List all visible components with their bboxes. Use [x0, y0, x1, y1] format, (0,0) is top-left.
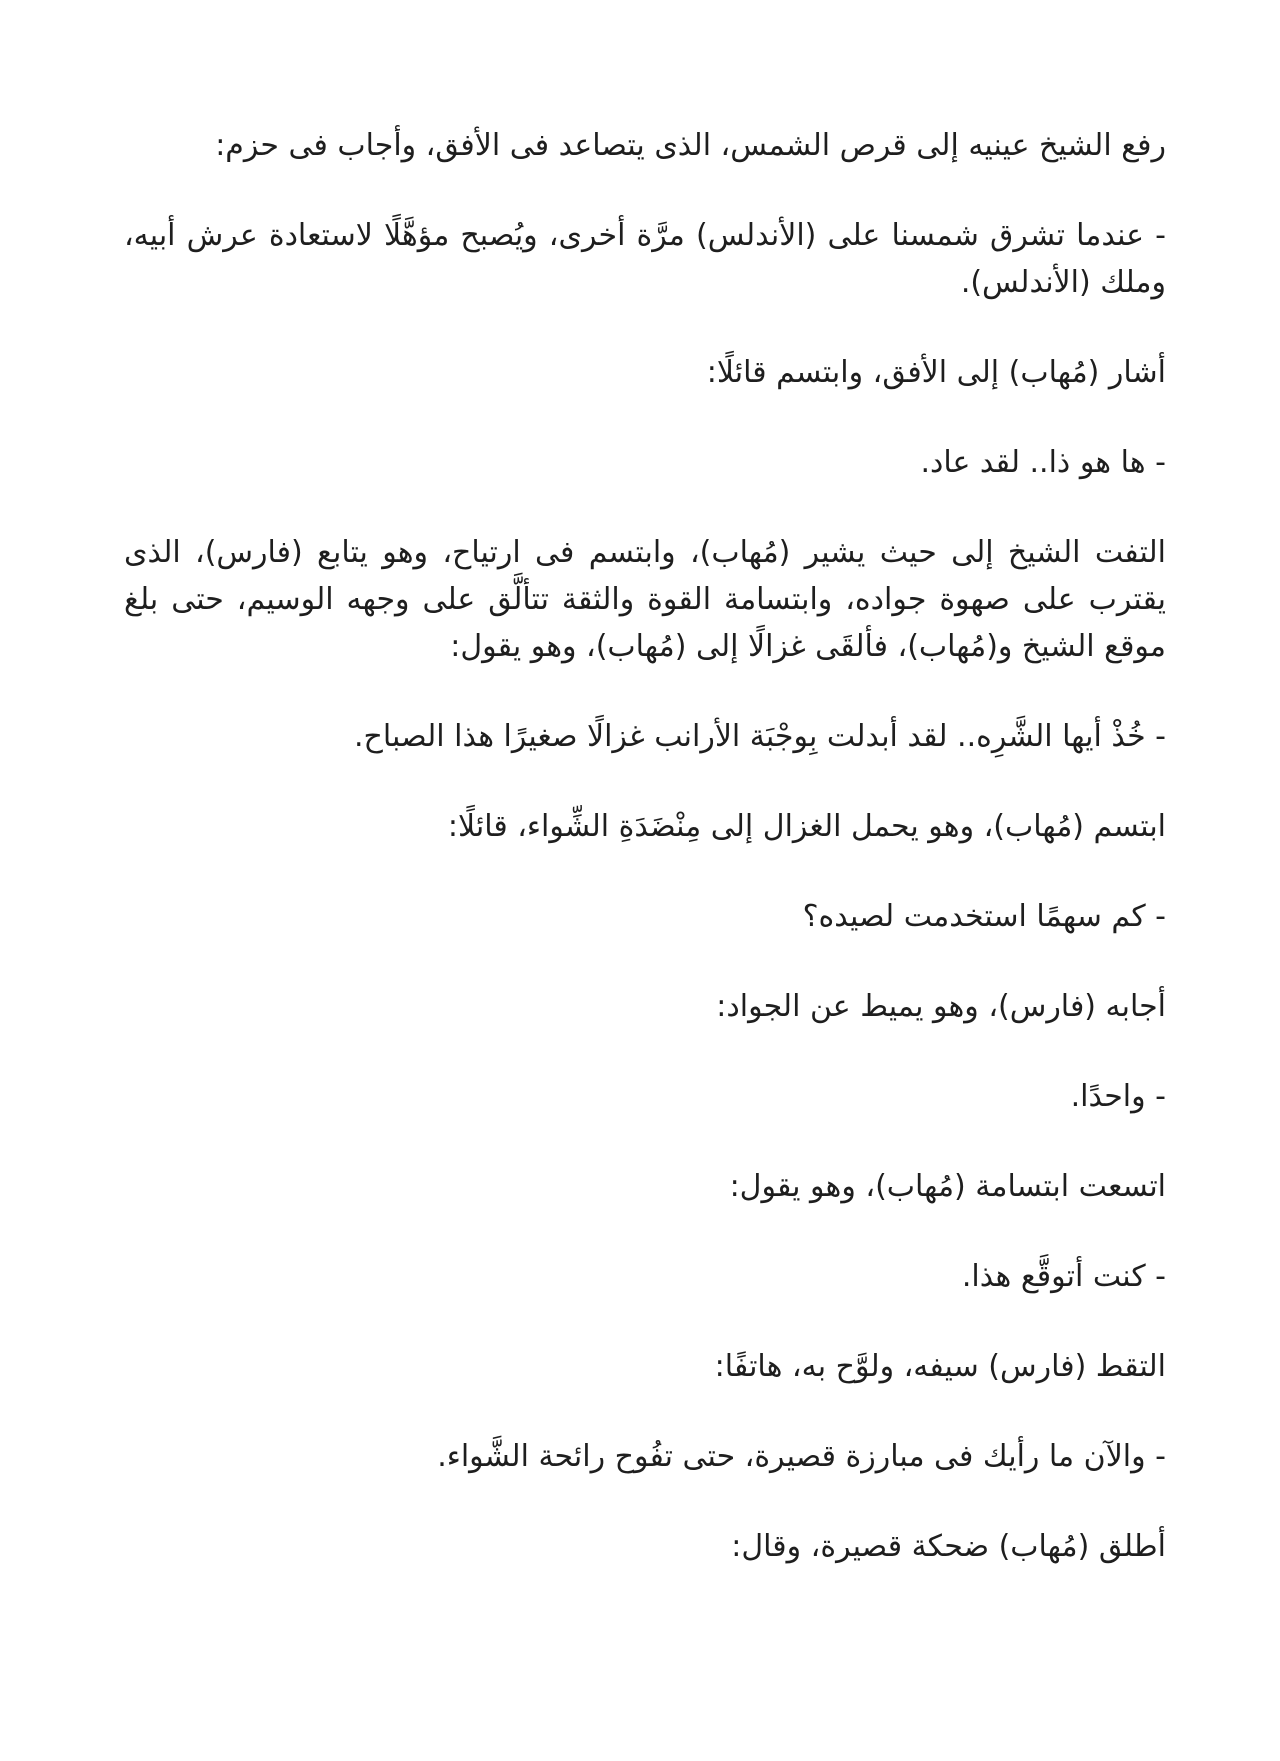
paragraph-2: - عندما تشرق شمسنا على (الأندلس) مرَّة أخرى، ويُصبح مؤهَّلًا لاستعادة عرش أبيه، وملك (الأندلس). — [124, 218, 1166, 300]
paragraph-3: أشار (مُهاب) إلى الأفق، وابتسم قائلًا: — [706, 355, 1166, 390]
paragraph-11: اتسعت ابتسامة (مُهاب)، وهو يقول: — [729, 1169, 1166, 1204]
paragraph-5: التفت الشيخ إلى حيث يشير (مُهاب)، وابتسم فى ارتياح، وهو يتابع (فارس)، الذى يقترب على صهوة جواده، وابتسامة القوة والثقة تتألَّق على وجهه الوسيم، حتى بلغ موقع الشيخ و(مُهاب)، فألقَى غزالًا إلى (مُهاب)، وهو يقول: — [124, 535, 1166, 664]
paragraph-10: - واحدًا. — [1070, 1079, 1166, 1114]
paragraph-13: التقط (فارس) سيفه، ولوَّح به، هاتفًا: — [714, 1349, 1166, 1384]
paragraph-6: - خُذْ أيها الشَّرِه.. لقد أبدلت بِوجْبَة الأرانب غزالًا صغيرًا هذا الصباح. — [353, 719, 1166, 754]
paragraph-9: أجابه (فارس)، وهو يميط عن الجواد: — [716, 989, 1166, 1024]
paragraph-4: - ها هو ذا.. لقد عاد. — [920, 445, 1166, 480]
paragraph-1: رفع الشيخ عينيه إلى قرص الشمس، الذى يتصاعد فى الأفق، وأجاب فى حزم: — [215, 128, 1166, 163]
paragraph-12: - كنت أتوقَّع هذا. — [961, 1259, 1166, 1294]
paragraph-14: - والآن ما رأيك فى مبارزة قصيرة، حتى تفُوح رائحة الشَّواء. — [437, 1439, 1166, 1474]
page-body — [124, 122, 1166, 1702]
paragraph-7: ابتسم (مُهاب)، وهو يحمل الغزال إلى مِنْضَدَةِ الشِّواء، قائلًا: — [447, 809, 1166, 844]
paragraph-15: أطلق (مُهاب) ضحكة قصيرة، وقال: — [731, 1529, 1166, 1564]
paragraph-8: - كم سهمًا استخدمت لصيده؟ — [802, 899, 1166, 934]
